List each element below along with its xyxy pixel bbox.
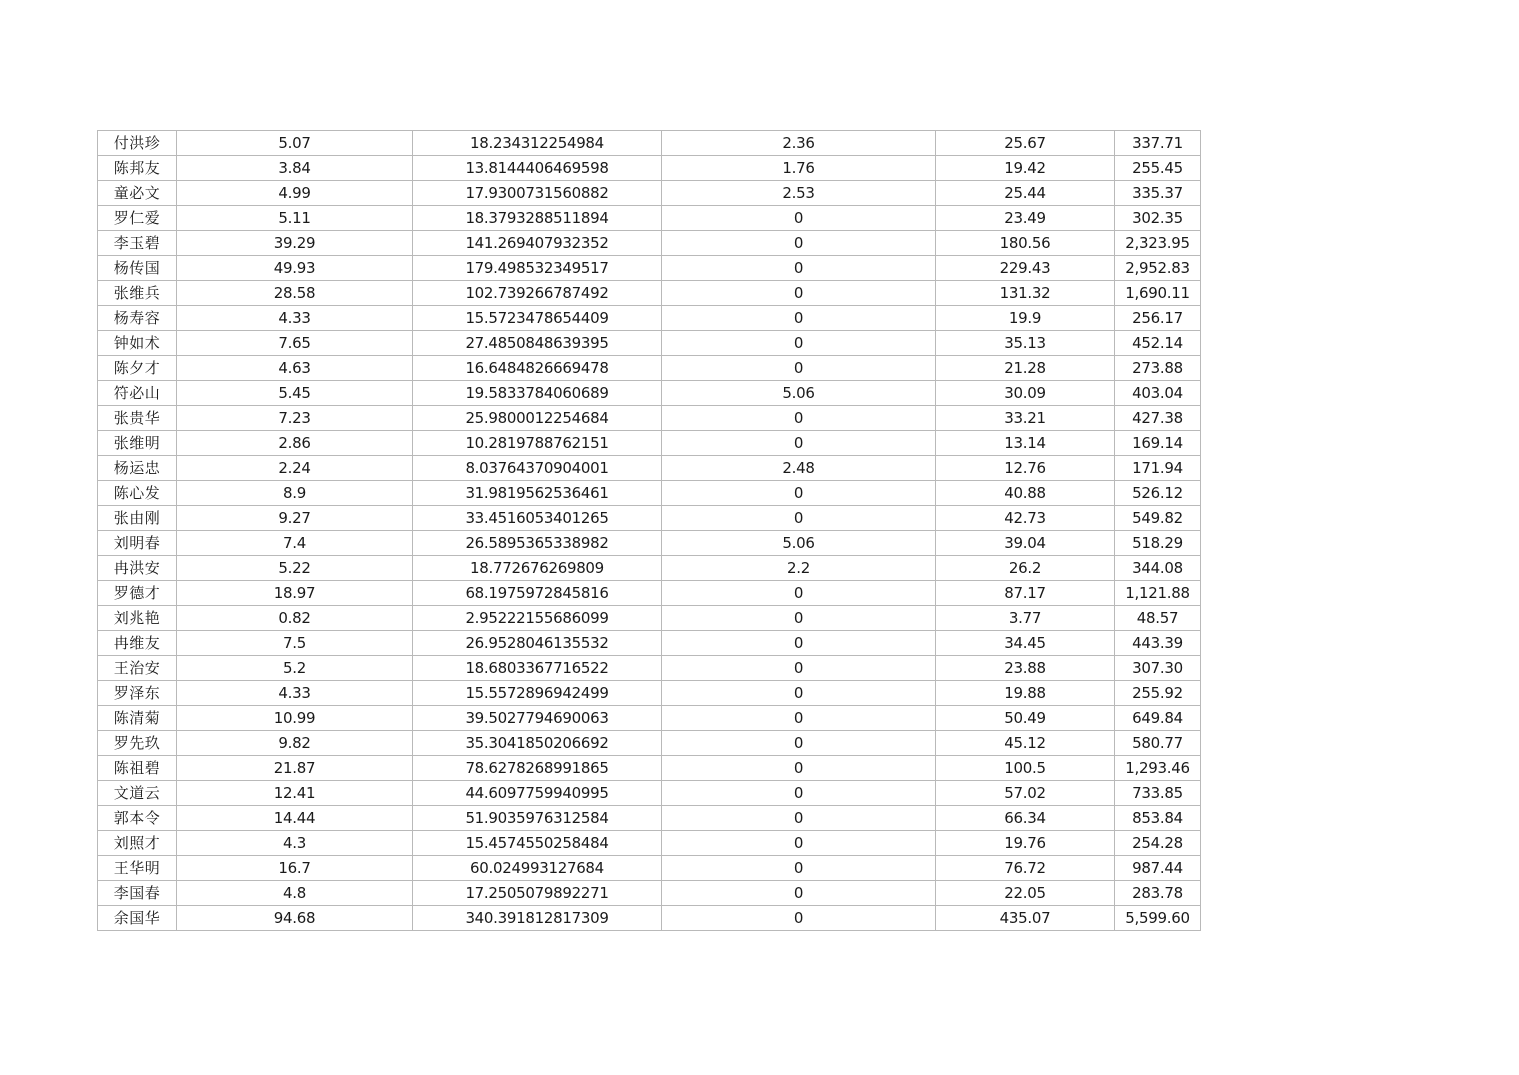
cell-amount: 649.84 (1115, 706, 1201, 731)
table-row (98, 331, 1201, 356)
cell-value-2: 8.03764370904001 (413, 456, 662, 481)
cell-name: 罗仁爱 (98, 206, 177, 231)
cell-value-4: 19.42 (936, 156, 1115, 181)
cell-value-1: 4.33 (177, 306, 413, 331)
cell-value-2: 340.391812817309 (413, 906, 662, 931)
cell-amount: 302.35 (1115, 206, 1201, 231)
cell-amount: 452.14 (1115, 331, 1201, 356)
cell-value-2: 19.5833784060689 (413, 381, 662, 406)
cell-name: 钟如术 (98, 331, 177, 356)
cell-value-3: 0 (662, 856, 936, 881)
table-row (98, 156, 1201, 181)
table-row (98, 206, 1201, 231)
cell-value-2: 31.9819562536461 (413, 481, 662, 506)
cell-value-3: 0 (662, 906, 936, 931)
cell-value-4: 34.45 (936, 631, 1115, 656)
cell-amount: 254.28 (1115, 831, 1201, 856)
cell-value-1: 7.4 (177, 531, 413, 556)
cell-amount: 580.77 (1115, 731, 1201, 756)
cell-value-4: 87.17 (936, 581, 1115, 606)
cell-value-3: 0 (662, 831, 936, 856)
cell-amount: 987.44 (1115, 856, 1201, 881)
cell-value-2: 51.9035976312584 (413, 806, 662, 831)
cell-value-4: 23.88 (936, 656, 1115, 681)
cell-value-4: 180.56 (936, 231, 1115, 256)
cell-value-2: 44.6097759940995 (413, 781, 662, 806)
cell-value-2: 16.6484826669478 (413, 356, 662, 381)
cell-value-1: 28.58 (177, 281, 413, 306)
cell-value-2: 15.5572896942499 (413, 681, 662, 706)
table-row (98, 581, 1201, 606)
cell-name: 刘照才 (98, 831, 177, 856)
cell-amount: 256.17 (1115, 306, 1201, 331)
cell-value-3: 2.36 (662, 131, 936, 156)
cell-name: 陈邦友 (98, 156, 177, 181)
cell-amount: 427.38 (1115, 406, 1201, 431)
cell-name: 冉洪安 (98, 556, 177, 581)
cell-value-4: 50.49 (936, 706, 1115, 731)
cell-value-1: 2.24 (177, 456, 413, 481)
cell-amount: 2,323.95 (1115, 231, 1201, 256)
table-row (98, 781, 1201, 806)
cell-value-4: 435.07 (936, 906, 1115, 931)
cell-name: 杨运忠 (98, 456, 177, 481)
cell-amount: 337.71 (1115, 131, 1201, 156)
cell-value-2: 68.1975972845816 (413, 581, 662, 606)
table-row (98, 556, 1201, 581)
cell-value-4: 100.5 (936, 756, 1115, 781)
cell-value-1: 2.86 (177, 431, 413, 456)
cell-amount: 1,690.11 (1115, 281, 1201, 306)
cell-value-4: 19.88 (936, 681, 1115, 706)
cell-value-3: 2.53 (662, 181, 936, 206)
cell-value-1: 5.07 (177, 131, 413, 156)
cell-value-1: 7.23 (177, 406, 413, 431)
cell-value-3: 5.06 (662, 381, 936, 406)
cell-name: 罗先玖 (98, 731, 177, 756)
cell-value-4: 19.76 (936, 831, 1115, 856)
cell-name: 王华明 (98, 856, 177, 881)
cell-name: 刘明春 (98, 531, 177, 556)
cell-value-2: 179.498532349517 (413, 256, 662, 281)
table-row (98, 131, 1201, 156)
cell-value-2: 39.5027794690063 (413, 706, 662, 731)
cell-value-4: 39.04 (936, 531, 1115, 556)
table-row (98, 381, 1201, 406)
cell-name: 罗泽东 (98, 681, 177, 706)
cell-amount: 307.30 (1115, 656, 1201, 681)
cell-name: 王治安 (98, 656, 177, 681)
cell-amount: 255.45 (1115, 156, 1201, 181)
table-row (98, 431, 1201, 456)
cell-value-1: 21.87 (177, 756, 413, 781)
cell-value-4: 131.32 (936, 281, 1115, 306)
cell-value-2: 15.5723478654409 (413, 306, 662, 331)
cell-value-3: 0 (662, 356, 936, 381)
data-table (97, 130, 1201, 931)
cell-value-3: 1.76 (662, 156, 936, 181)
cell-value-2: 26.5895365338982 (413, 531, 662, 556)
cell-amount: 1,121.88 (1115, 581, 1201, 606)
cell-value-2: 18.234312254984 (413, 131, 662, 156)
cell-value-2: 60.024993127684 (413, 856, 662, 881)
cell-value-3: 0 (662, 406, 936, 431)
cell-name: 张维兵 (98, 281, 177, 306)
cell-value-1: 4.63 (177, 356, 413, 381)
cell-amount: 443.39 (1115, 631, 1201, 656)
cell-name: 李国春 (98, 881, 177, 906)
cell-name: 童必文 (98, 181, 177, 206)
table-row (98, 256, 1201, 281)
cell-value-4: 42.73 (936, 506, 1115, 531)
cell-name: 陈清菊 (98, 706, 177, 731)
cell-value-1: 5.11 (177, 206, 413, 231)
table-row (98, 306, 1201, 331)
cell-value-3: 0 (662, 331, 936, 356)
cell-amount: 335.37 (1115, 181, 1201, 206)
cell-name: 郭本令 (98, 806, 177, 831)
cell-name: 陈夕才 (98, 356, 177, 381)
cell-value-4: 33.21 (936, 406, 1115, 431)
cell-value-1: 39.29 (177, 231, 413, 256)
cell-value-4: 23.49 (936, 206, 1115, 231)
cell-value-1: 4.3 (177, 831, 413, 856)
cell-value-2: 35.3041850206692 (413, 731, 662, 756)
cell-value-3: 0 (662, 281, 936, 306)
cell-name: 文道云 (98, 781, 177, 806)
cell-value-3: 0 (662, 481, 936, 506)
cell-name: 杨传国 (98, 256, 177, 281)
cell-name: 刘兆艳 (98, 606, 177, 631)
cell-value-1: 10.99 (177, 706, 413, 731)
cell-value-2: 17.9300731560882 (413, 181, 662, 206)
cell-value-4: 13.14 (936, 431, 1115, 456)
table-row (98, 506, 1201, 531)
table-row (98, 681, 1201, 706)
table-row (98, 656, 1201, 681)
cell-amount: 171.94 (1115, 456, 1201, 481)
table-row (98, 606, 1201, 631)
table-row (98, 281, 1201, 306)
cell-name: 张由刚 (98, 506, 177, 531)
cell-value-4: 76.72 (936, 856, 1115, 881)
cell-value-2: 18.772676269809 (413, 556, 662, 581)
cell-value-2: 27.4850848639395 (413, 331, 662, 356)
cell-amount: 549.82 (1115, 506, 1201, 531)
cell-value-2: 78.6278268991865 (413, 756, 662, 781)
cell-value-2: 18.3793288511894 (413, 206, 662, 231)
cell-value-3: 0 (662, 731, 936, 756)
cell-value-2: 10.2819788762151 (413, 431, 662, 456)
cell-value-3: 2.48 (662, 456, 936, 481)
cell-value-1: 94.68 (177, 906, 413, 931)
cell-value-3: 0 (662, 231, 936, 256)
cell-value-2: 33.4516053401265 (413, 506, 662, 531)
cell-amount: 733.85 (1115, 781, 1201, 806)
cell-name: 李玉碧 (98, 231, 177, 256)
cell-value-2: 141.269407932352 (413, 231, 662, 256)
cell-value-3: 0 (662, 656, 936, 681)
cell-value-4: 12.76 (936, 456, 1115, 481)
cell-value-1: 49.93 (177, 256, 413, 281)
cell-name: 张贵华 (98, 406, 177, 431)
table-row (98, 531, 1201, 556)
cell-value-1: 4.8 (177, 881, 413, 906)
cell-amount: 518.29 (1115, 531, 1201, 556)
table-row (98, 906, 1201, 931)
cell-value-4: 45.12 (936, 731, 1115, 756)
cell-value-3: 0 (662, 806, 936, 831)
cell-value-2: 2.95222155686099 (413, 606, 662, 631)
cell-value-3: 0 (662, 781, 936, 806)
cell-value-2: 13.8144406469598 (413, 156, 662, 181)
cell-name: 陈心发 (98, 481, 177, 506)
cell-value-1: 5.22 (177, 556, 413, 581)
cell-amount: 1,293.46 (1115, 756, 1201, 781)
cell-value-4: 40.88 (936, 481, 1115, 506)
cell-amount: 283.78 (1115, 881, 1201, 906)
cell-amount: 344.08 (1115, 556, 1201, 581)
cell-name: 陈祖碧 (98, 756, 177, 781)
cell-name: 符必山 (98, 381, 177, 406)
cell-value-3: 0 (662, 306, 936, 331)
cell-value-3: 0 (662, 606, 936, 631)
cell-value-3: 0 (662, 706, 936, 731)
cell-value-1: 5.2 (177, 656, 413, 681)
cell-value-3: 0 (662, 431, 936, 456)
cell-name: 冉维友 (98, 631, 177, 656)
table-row (98, 631, 1201, 656)
cell-value-4: 3.77 (936, 606, 1115, 631)
table-row (98, 756, 1201, 781)
cell-value-3: 0 (662, 631, 936, 656)
cell-value-3: 5.06 (662, 531, 936, 556)
table-row (98, 881, 1201, 906)
table-row (98, 806, 1201, 831)
cell-value-1: 14.44 (177, 806, 413, 831)
cell-value-2: 17.2505079892271 (413, 881, 662, 906)
cell-value-3: 2.2 (662, 556, 936, 581)
cell-value-4: 26.2 (936, 556, 1115, 581)
cell-value-1: 9.27 (177, 506, 413, 531)
cell-amount: 255.92 (1115, 681, 1201, 706)
cell-value-4: 25.67 (936, 131, 1115, 156)
table-row (98, 456, 1201, 481)
cell-amount: 273.88 (1115, 356, 1201, 381)
cell-value-2: 18.6803367716522 (413, 656, 662, 681)
cell-value-4: 66.34 (936, 806, 1115, 831)
table-row (98, 831, 1201, 856)
cell-name: 余国华 (98, 906, 177, 931)
cell-value-2: 26.9528046135532 (413, 631, 662, 656)
cell-value-2: 25.9800012254684 (413, 406, 662, 431)
cell-amount: 403.04 (1115, 381, 1201, 406)
cell-value-1: 18.97 (177, 581, 413, 606)
cell-name: 罗德才 (98, 581, 177, 606)
cell-value-1: 7.5 (177, 631, 413, 656)
cell-value-1: 7.65 (177, 331, 413, 356)
table-row (98, 856, 1201, 881)
cell-value-1: 16.7 (177, 856, 413, 881)
cell-amount: 526.12 (1115, 481, 1201, 506)
cell-value-3: 0 (662, 256, 936, 281)
cell-value-2: 102.739266787492 (413, 281, 662, 306)
cell-value-1: 12.41 (177, 781, 413, 806)
cell-value-3: 0 (662, 506, 936, 531)
cell-name: 张维明 (98, 431, 177, 456)
cell-amount: 48.57 (1115, 606, 1201, 631)
table-row (98, 406, 1201, 431)
table-row (98, 731, 1201, 756)
cell-value-3: 0 (662, 756, 936, 781)
cell-value-3: 0 (662, 681, 936, 706)
table-row (98, 706, 1201, 731)
table-row (98, 356, 1201, 381)
cell-amount: 5,599.60 (1115, 906, 1201, 931)
cell-value-3: 0 (662, 881, 936, 906)
cell-value-1: 0.82 (177, 606, 413, 631)
cell-amount: 853.84 (1115, 806, 1201, 831)
cell-amount: 169.14 (1115, 431, 1201, 456)
cell-amount: 2,952.83 (1115, 256, 1201, 281)
cell-value-4: 57.02 (936, 781, 1115, 806)
cell-value-1: 3.84 (177, 156, 413, 181)
cell-value-3: 0 (662, 206, 936, 231)
table-row (98, 181, 1201, 206)
table-row (98, 481, 1201, 506)
cell-value-1: 5.45 (177, 381, 413, 406)
cell-value-4: 35.13 (936, 331, 1115, 356)
cell-value-4: 19.9 (936, 306, 1115, 331)
cell-name: 付洪珍 (98, 131, 177, 156)
cell-value-4: 21.28 (936, 356, 1115, 381)
cell-value-2: 15.4574550258484 (413, 831, 662, 856)
cell-value-4: 22.05 (936, 881, 1115, 906)
cell-value-1: 4.99 (177, 181, 413, 206)
cell-value-1: 9.82 (177, 731, 413, 756)
cell-value-4: 25.44 (936, 181, 1115, 206)
cell-value-1: 4.33 (177, 681, 413, 706)
table-body (98, 131, 1201, 931)
cell-value-3: 0 (662, 581, 936, 606)
cell-value-1: 8.9 (177, 481, 413, 506)
table-row (98, 231, 1201, 256)
cell-name: 杨寿容 (98, 306, 177, 331)
cell-value-4: 30.09 (936, 381, 1115, 406)
cell-value-4: 229.43 (936, 256, 1115, 281)
